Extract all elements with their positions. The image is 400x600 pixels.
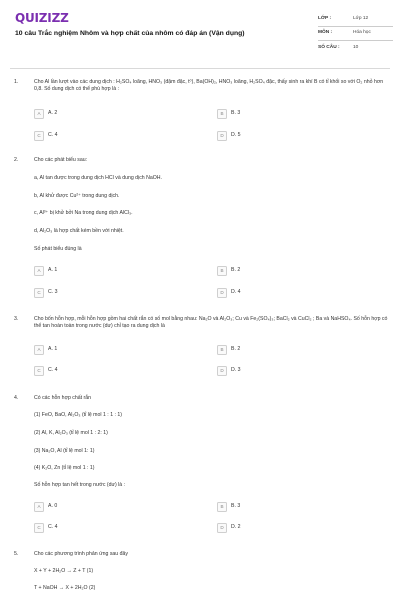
statement-line: a, Al tan được trong dung dịch HCl và dung dịch NaOH. [34,175,162,181]
option-text: C. 4 [48,524,58,531]
option-text: B. 3 [231,503,241,510]
header-divider [10,68,390,69]
question-number: 3. [14,316,19,322]
option-d[interactable] [217,522,241,534]
option-text: C. 4 [48,132,58,139]
mixture-line: (1) FeO, BaO, Al₂O₃ (tỉ lệ mol 1 : 1 : 1) [34,412,123,418]
option-letter-box: A [34,266,44,276]
option-text: B. 3 [231,110,241,117]
question-text: Cho Al lần lượt vào các dung dịch : H₂SO₄ loãng, HNO₃ (đậm đặc, t⁰), Ba(OH)₂, HNO₃ loãng, H₂SO₄ đặc, thấy sinh ra khí B có tỉ khối so với O₂ nhỏ hơn 0,8. Số dung dịch có thể phù hợp là : [34,79,384,93]
option-text: A. 1 [48,267,58,274]
option-d[interactable] [217,130,241,142]
meta-row-subject [318,27,393,41]
option-letter-box: A [34,345,44,355]
question-number: 1. [14,79,19,85]
mixture-line: (4) K₂O, Zn (tỉ lệ mol 1 : 1) [34,465,95,471]
option-text: B. 2 [231,267,241,274]
quizizz-logo: QUIZIZZ [15,11,69,25]
option-text: C. 4 [48,367,58,374]
option-text: A. 2 [48,110,58,117]
question-text: Cho các phát biểu sau: [34,157,88,163]
mixture-line: Số hỗn hợp tan hết trong nước (dư) là : [34,482,126,488]
option-b[interactable] [217,265,240,277]
option-text: C. 3 [48,289,58,296]
statement-line: d, Al₂O₃ là hợp chất kém bền với nhiệt. [34,228,124,234]
mixture-line: (2) Al, K, Al₂O₃ (tỉ lệ mol 1 : 2: 1) [34,430,108,436]
question-number: 5. [14,551,19,557]
meta-value: 10 [353,44,359,50]
meta-row-grade [318,13,393,27]
equation-line: X + Y + 2H₂O → Z + T (1) [34,568,94,574]
option-letter-box: C [34,523,44,533]
option-c[interactable] [34,287,58,299]
meta-value: Lớp 12 [353,16,369,22]
option-letter-box: B [217,345,227,355]
option-text: A. 1 [48,346,58,353]
option-b[interactable] [217,344,240,356]
mixture-line: (3) Na₂O, Al (tỉ lệ mol 1: 1) [34,448,95,454]
option-d[interactable] [217,365,241,377]
option-a[interactable] [34,108,57,120]
statement-line: Số phát biểu đúng là [34,246,82,252]
statement-line: b, Al khử được Cu²⁺ trong dung dịch. [34,193,120,199]
option-a[interactable] [34,501,57,513]
meta-label: LỚP : [318,16,332,22]
option-text: D. 4 [231,289,241,296]
option-text: A. 0 [48,503,58,510]
option-text: D. 3 [231,367,241,374]
meta-row-question-count [318,41,393,55]
option-letter-box: B [217,109,227,119]
option-a[interactable] [34,265,57,277]
meta-value: Hóa học [353,30,371,36]
equation-line: T + NaOH → X + 2H₂O (2) [34,585,96,591]
option-c[interactable] [34,130,58,142]
option-letter-box: A [34,109,44,119]
option-letter-box: C [34,131,44,141]
option-letter-box: D [217,288,227,298]
statement-line: c, Al³⁺ bị khử bởi Na trong dung dịch AlCl₃. [34,210,133,216]
option-letter-box: D [217,366,227,376]
option-text: D. 2 [231,524,241,531]
option-letter-box: A [34,502,44,512]
option-b[interactable] [217,108,240,120]
question-text: Cho các phương trình phản ứng sau đây [34,551,128,557]
option-letter-box: C [34,366,44,376]
option-text: D. 5 [231,132,241,139]
option-c[interactable] [34,522,58,534]
option-letter-box: D [217,131,227,141]
question-number: 4. [14,395,19,401]
option-text: B. 2 [231,346,241,353]
option-a[interactable] [34,344,57,356]
document-title: 10 câu Trắc nghiệm Nhôm và hợp chất của nhôm có đáp án (Vận dụng) [15,30,245,37]
option-letter-box: B [217,266,227,276]
option-d[interactable] [217,287,241,299]
option-letter-box: B [217,502,227,512]
option-b[interactable] [217,501,240,513]
meta-label: SỐ CÂU : [318,44,340,50]
option-letter-box: D [217,523,227,533]
question-number: 2. [14,157,19,163]
question-text: Cho bốn hỗn hợp, mỗi hỗn hợp gồm hai chất rắn có số mol bằng nhau: Na₂O và Al₂O₃; Cu và Fe₂(SO₄)₃; BaCl₂ và CuCl₂ ; Ba và NaHSO₄. Số hỗn hợp có thể tan hoàn toàn trong nước (dư) chỉ tạo ra dung dịch là [34,316,388,330]
meta-table [318,13,393,55]
question-text: Có các hỗn hợp chất rắn [34,395,92,401]
option-c[interactable] [34,365,58,377]
option-letter-box: C [34,288,44,298]
meta-label: MÔN : [318,30,333,36]
page-header [0,0,400,64]
